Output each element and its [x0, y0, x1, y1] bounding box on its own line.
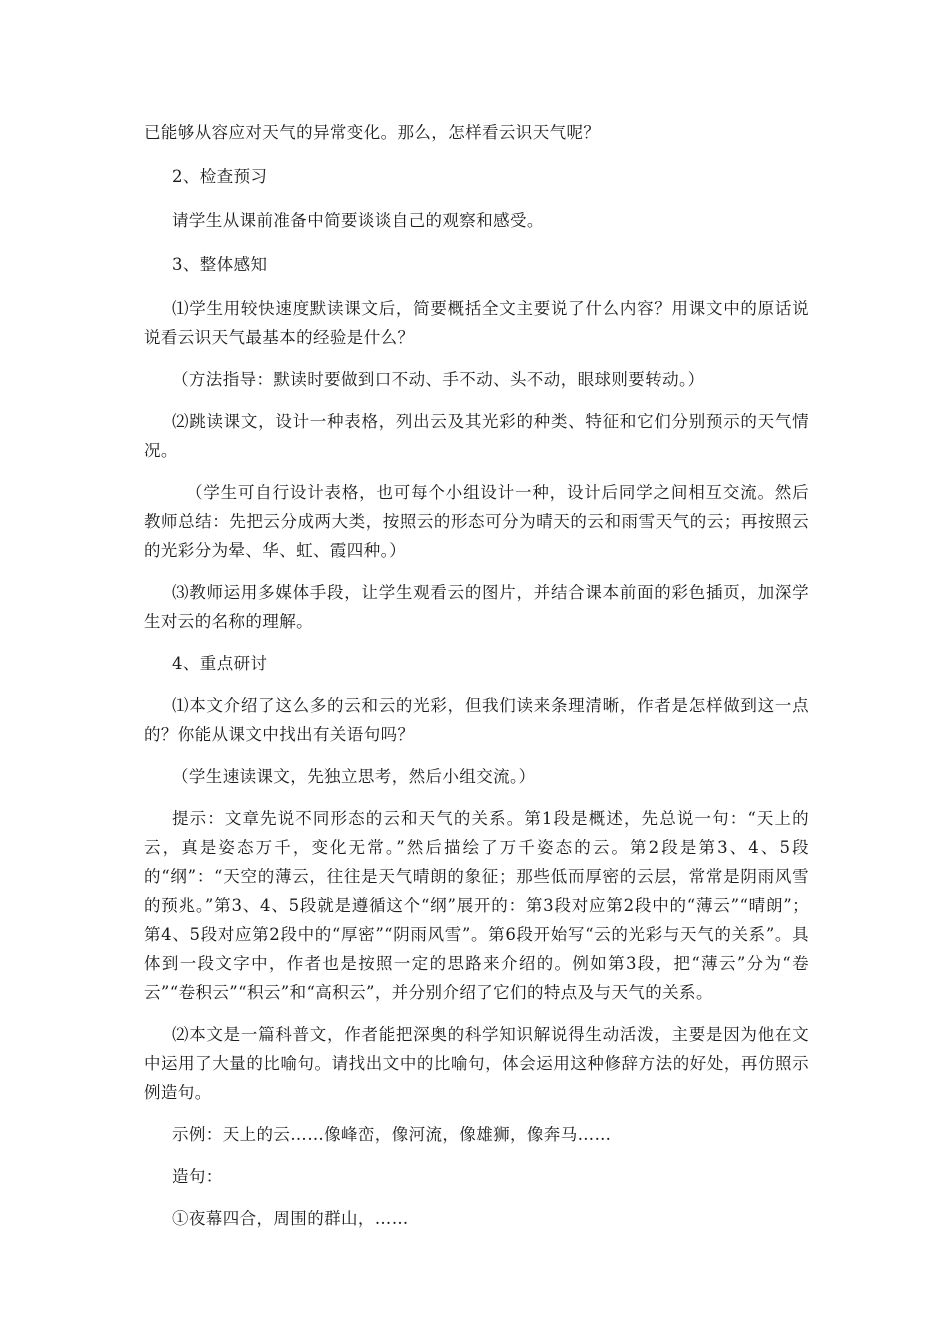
paragraph-sentence-1: ①夜幕四合，周围的群山，…… — [172, 1209, 409, 1228]
paragraph-question-1: ⑴学生用较快速度默读课文后，简要概括全文主要说了什么内容？用课文中的原话说说看云识天气最基本的经验是什么？ — [144, 299, 809, 347]
section-heading-check-preview: 2、检查预习 — [172, 167, 268, 186]
paragraph-intro-continuation: 已能够从容应对天气的异常变化。那么，怎样看云识天气呢？ — [144, 123, 601, 142]
paragraph-student-activity: （学生速读课文，先独立思考，然后小组交流。） — [172, 767, 536, 786]
section-heading-overall-perception: 3、整体感知 — [172, 255, 268, 274]
paragraph-method-guide: （方法指导：默读时要做到口不动、手不动、头不动，眼球则要转动。） — [172, 370, 705, 389]
paragraph-discussion-2: ⑵本文是一篇科普文，作者能把深奥的科学知识解说得生动活泼，主要是因为他在文中运用了大量的比喻句。请找出文中的比喻句，体会运用这种修辞方法的好处，再仿照示例造句。 — [144, 1025, 809, 1102]
paragraph-teacher-summary: （学生可自行设计表格，也可每个小组设计一种，设计后同学之间相互交流。然后教师总结：先把云分成两大类，按照云的形态可分为晴天的云和雨雪天气的云；再按照云的光彩分为晕、华、虹、霞四种。） — [144, 483, 809, 560]
paragraph-hint: 提示：文章先说不同形态的云和天气的关系。第1段是概述，先总说一句：“天上的云，真是姿态万千，变化无常。”然后描绘了万千姿态的云。第2段是第3、4、5段的“纲”：“天空的薄云，往往是天气晴朗的象征；那些低而厚密的云层，常常是阴雨风雪的预兆。”第3、4、5段就是遵循这个“纲”展开的：第3段对应第2段中的“薄云”“晴朗”；第4、5段对应第2段中的“厚密”“阴雨风雪”。第6段开始写“云的光彩与天气的关系”。具体到一段文字中，作者也是按照一定的思路来介绍的。例如第3段，把“薄云”分为“卷云”“卷积云”“积云”和“高积云”，并分别介绍了它们的特点及与天气的关系。 — [144, 809, 809, 1002]
paragraph-preview-task: 请学生从课前准备中简要谈谈自己的观察和感受。 — [172, 211, 544, 230]
document-page — [144, 118, 809, 1233]
section-heading-key-discussion: 4、重点研讨 — [172, 654, 268, 673]
paragraph-question-2: ⑵跳读课文，设计一种表格，列出云及其光彩的种类、特征和它们分别预示的天气情况。 — [144, 412, 809, 460]
paragraph-discussion-1: ⑴本文介绍了这么多的云和云的光彩，但我们读来条理清晰，作者是怎样做到这一点的？你能从课文中找出有关语句吗？ — [144, 696, 809, 744]
paragraph-question-3: ⑶教师运用多媒体手段，让学生观看云的图片，并结合课本前面的彩色插页，加深学生对云的名称的理解。 — [144, 583, 809, 631]
paragraph-example: 示例：天上的云……像峰峦，像河流，像雄狮，像奔马…… — [172, 1125, 612, 1144]
paragraph-sentence-making-label: 造句： — [172, 1167, 223, 1186]
